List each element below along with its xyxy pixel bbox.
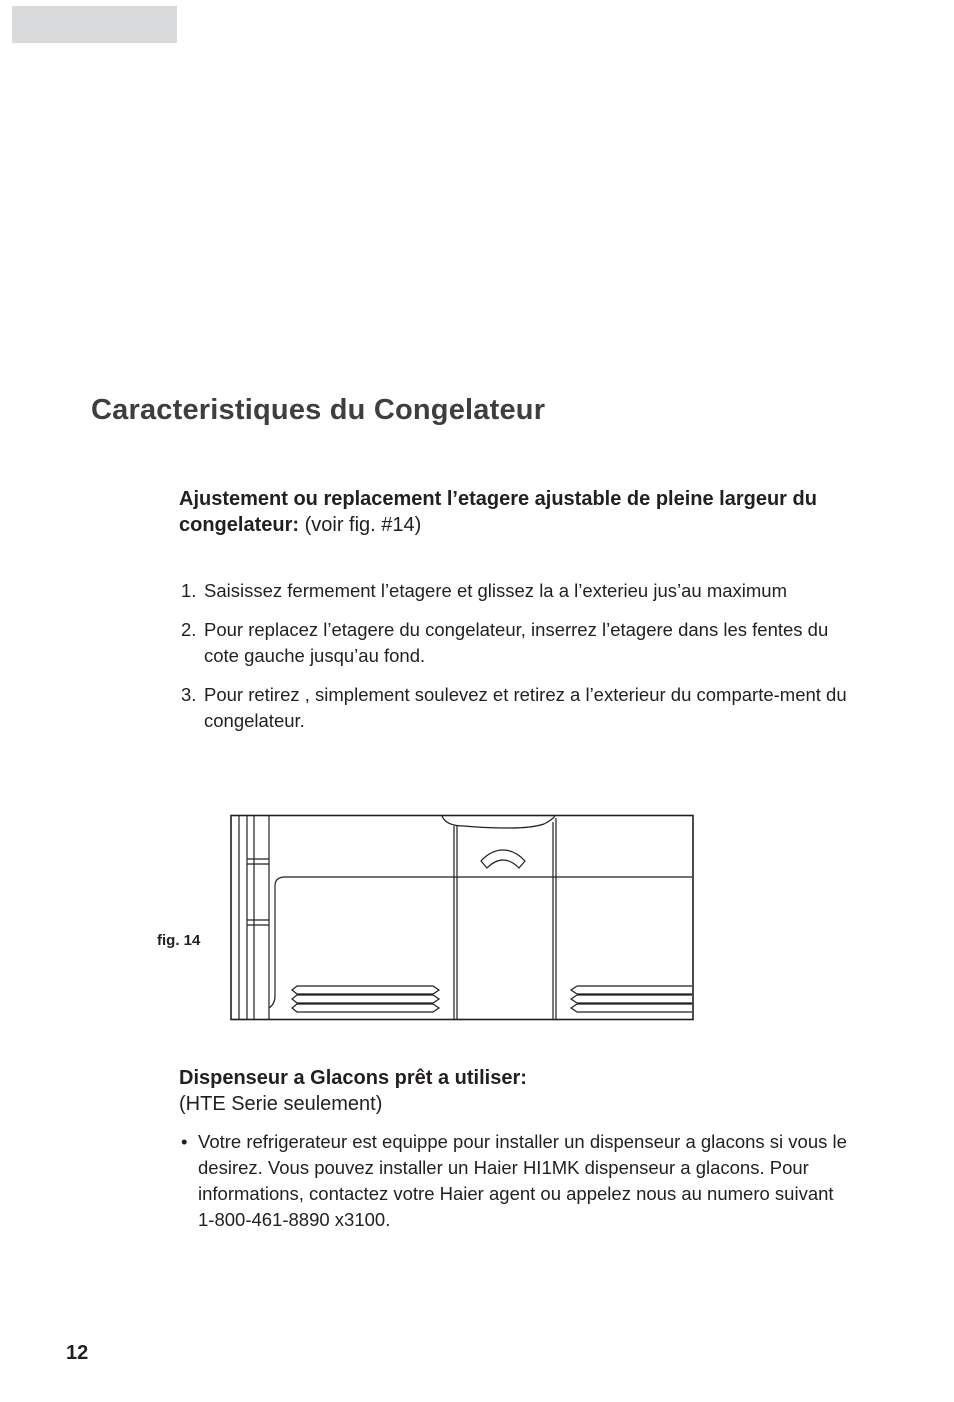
vent-slot-end — [571, 995, 577, 1003]
freezer-shelf-illustration — [230, 814, 694, 1021]
center-channel-top — [442, 816, 555, 828]
figure-label: fig. 14 — [157, 932, 201, 949]
vent-slot — [292, 995, 439, 1003]
vent-slot-end — [571, 1004, 577, 1012]
step-number: 1. — [181, 580, 197, 601]
shelf-adjustment-heading-note: (voir fig. #14) — [304, 514, 422, 536]
shelf-adjustment-heading-bold: Ajustement ou replacement l’etagere ajustable de pleine largeur du congelateur: — [179, 488, 817, 536]
ice-dispenser-subheading: (HTE Serie seulement) — [179, 1093, 383, 1115]
step-text: Pour replacez l’etagere du congelateur, inserrez l’etagere dans les fentes du cote gauche jusqu’au fond. — [204, 619, 829, 666]
step-text: Saisissez fermement l’etagere et glissez la a l’exterieu jus’au maximum — [204, 580, 787, 601]
vent-slot-end — [571, 986, 577, 994]
page-title: Caracteristiques du Congelateur — [91, 394, 546, 426]
list-item — [179, 578, 859, 604]
vent-slot — [292, 986, 439, 994]
shelf-left-edge — [269, 886, 275, 1008]
step-text: Pour retirez , simplement soulevez et retirez a l’exterieur du comparte-ment du congelateur. — [204, 684, 847, 731]
figure-frame — [231, 816, 693, 1020]
page-number: 12 — [66, 1342, 89, 1364]
bullet-symbol: • — [181, 1131, 188, 1152]
list-item — [179, 1129, 849, 1233]
shelf-handle — [481, 850, 525, 868]
shelf-steps-list — [179, 578, 859, 747]
shelf-adjustment-heading — [179, 486, 859, 538]
header-tab-bar — [12, 6, 177, 43]
step-number: 3. — [181, 684, 197, 705]
ice-dispenser-heading-bold: Dispenseur a Glacons prêt a utiliser: — [179, 1067, 527, 1089]
list-item — [179, 682, 859, 734]
list-item — [179, 617, 859, 669]
bullet-text: Votre refrigerateur est equippe pour installer un dispenseur a glacons si vous le desirez. Vous pouvez installer un Haier HI1MK dispenseur a glacons. Pour informations, contactez votre Haier agent ou appelez nous au numero suivant 1-800-461-8890 x3100. — [198, 1131, 847, 1230]
step-number: 2. — [181, 619, 197, 640]
ice-dispenser-heading — [179, 1065, 859, 1117]
vent-slot — [292, 1004, 439, 1012]
ice-dispenser-bullets — [179, 1129, 849, 1233]
shelf-front-edge — [275, 877, 692, 886]
